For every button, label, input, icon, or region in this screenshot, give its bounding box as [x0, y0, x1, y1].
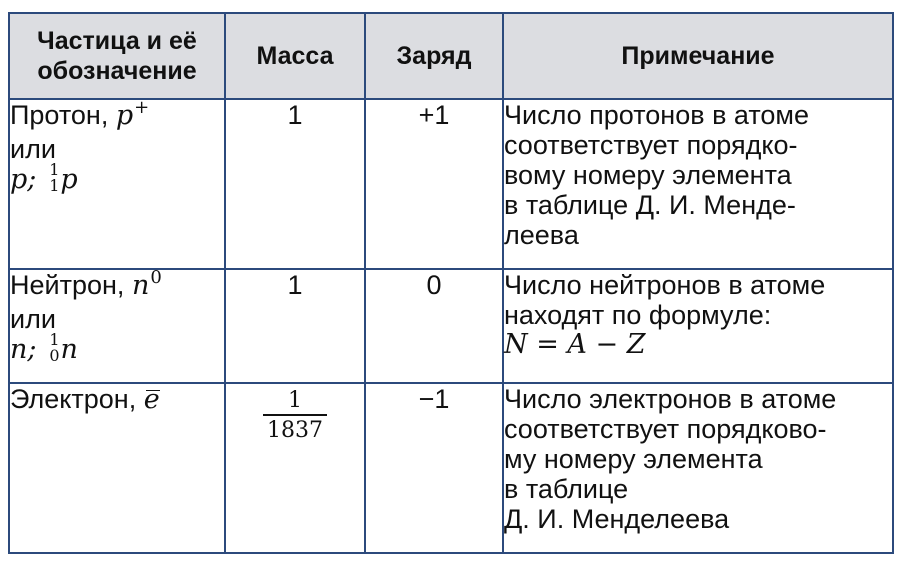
header-row: [9, 13, 893, 99]
alt-symbol-line: [10, 330, 224, 365]
note-line: Число нейтронов в атоме: [504, 270, 826, 300]
alt-symbol: p;: [10, 164, 37, 195]
table-row: [9, 99, 893, 269]
header-particle-line1: Частица и её: [37, 27, 197, 55]
nuclide-indices: [47, 330, 61, 365]
charge-cell: 0: [365, 269, 503, 383]
header-note: Примечание: [503, 13, 893, 99]
nuclide-symbol: p: [60, 164, 78, 195]
particle-cell-proton: [9, 99, 225, 269]
header-particle: [9, 13, 225, 99]
particle-name-line: [10, 384, 224, 415]
particle-symbol-superscript: +: [134, 97, 150, 118]
note-line: в таблице Д. И. Менде-: [504, 190, 796, 220]
particle-name-line: [10, 97, 224, 134]
particle-name-line: [10, 267, 224, 304]
header-charge: Заряд: [365, 13, 503, 99]
particle-name: Протон,: [10, 100, 109, 130]
alt-symbol-line: [10, 160, 224, 195]
or-text: или: [10, 304, 56, 334]
nuclide-symbol: n: [60, 334, 78, 365]
particle-symbol: p: [115, 100, 134, 131]
table-row: [9, 383, 893, 553]
nuclide-indices: [46, 160, 60, 195]
particle-symbol-superscript: 0: [150, 267, 162, 288]
note-line: находят по формуле:: [504, 300, 772, 330]
nuclide-atomic-number: 1: [49, 176, 60, 195]
note-formula: N = A − Z: [504, 329, 646, 360]
header-mass: Масса: [225, 13, 365, 99]
mass-fraction: [263, 388, 327, 444]
particle-name: Нейтрон,: [10, 270, 125, 300]
header-particle-line2: обозначение: [37, 57, 197, 85]
note-line: вому номеру элемента: [504, 160, 792, 190]
particle-cell-electron: [9, 383, 225, 553]
particles-table: [8, 12, 894, 554]
table-row: [9, 269, 893, 383]
note-line: соответствует порядково-: [504, 414, 827, 444]
mass-cell: 1: [225, 99, 365, 269]
note-line: соответствует порядко-: [504, 130, 798, 160]
mass-cell: [225, 383, 365, 553]
charge-cell: +1: [365, 99, 503, 269]
nuclide-mass-number: 1: [49, 330, 60, 349]
particle-symbol: e: [143, 384, 160, 415]
note-cell: [503, 383, 893, 553]
particle-cell-neutron: [9, 269, 225, 383]
fraction-denominator: 1837: [263, 414, 327, 444]
or-text: или: [10, 134, 56, 164]
particle-name: Электрон,: [10, 384, 137, 414]
note-line: му номеру элемента: [504, 444, 763, 474]
fraction-numerator: 1: [288, 388, 302, 413]
note-cell: [503, 99, 893, 269]
note-line: Число электронов в атоме: [504, 384, 837, 414]
nuclide-atomic-number: 0: [49, 346, 60, 365]
note-cell: [503, 269, 893, 383]
mass-cell: 1: [225, 269, 365, 383]
charge-cell: −1: [365, 383, 503, 553]
nuclide-mass-number: 1: [49, 160, 60, 179]
note-line: в таблице: [504, 474, 629, 504]
note-line: леева: [504, 220, 579, 250]
particle-symbol: n: [131, 270, 150, 301]
note-line: Д. И. Менделеева: [504, 504, 730, 534]
alt-symbol: n;: [10, 334, 37, 365]
note-line: Число протонов в атоме: [504, 100, 809, 130]
